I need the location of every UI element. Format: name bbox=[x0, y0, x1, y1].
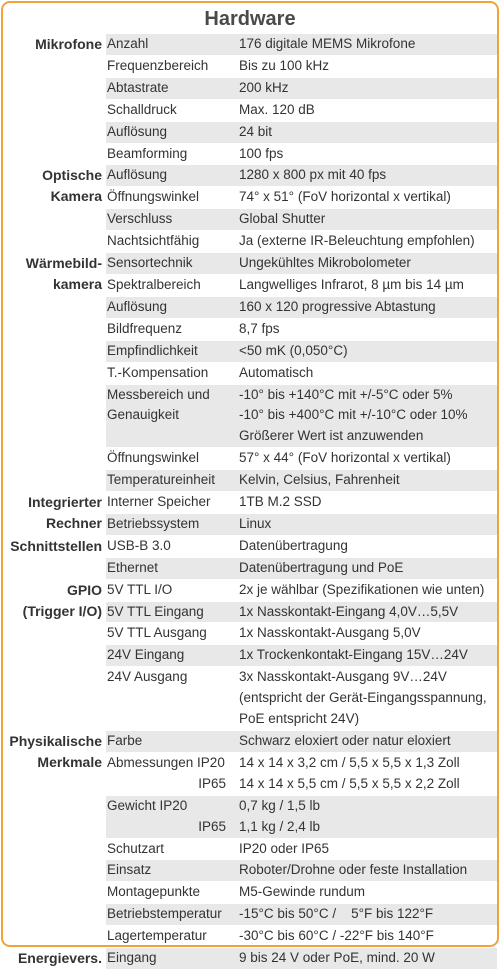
spec-key-text: Messbereich und bbox=[107, 386, 210, 402]
spec-value-text: 200 kHz bbox=[239, 79, 289, 95]
spec-row bbox=[106, 384, 497, 448]
spec-value bbox=[238, 78, 497, 99]
spec-value bbox=[238, 796, 497, 838]
spec-row bbox=[106, 859, 497, 881]
spec-key-text: Eingang bbox=[107, 950, 157, 966]
spec-key-text: Auflösung bbox=[107, 123, 168, 139]
spec-value-text: Ungekühltes Mikrobolometer bbox=[239, 255, 411, 271]
spec-row bbox=[106, 208, 497, 230]
category-label: Schnittstellen bbox=[10, 537, 102, 554]
spec-value bbox=[238, 341, 497, 362]
spec-key-text: Abtastrate bbox=[107, 79, 169, 95]
spec-key bbox=[106, 187, 238, 208]
spec-row bbox=[106, 296, 497, 318]
spec-value bbox=[238, 187, 497, 208]
spec-sheet bbox=[1, 1, 499, 967]
spec-key-text: 5V TTL Eingang bbox=[107, 603, 204, 619]
spec-value bbox=[238, 753, 497, 795]
spec-key bbox=[106, 297, 238, 318]
spec-key-text: Betriebssystem bbox=[107, 515, 200, 531]
spec-key bbox=[106, 341, 238, 362]
spec-key bbox=[106, 753, 238, 795]
spec-value-text: -30°C bis 60°C / -22°F bis 140°F bbox=[239, 928, 434, 944]
spec-key bbox=[106, 904, 238, 925]
spec-key bbox=[106, 580, 238, 601]
spec-value bbox=[238, 731, 497, 752]
spec-key-text: Genauigkeit bbox=[107, 407, 180, 423]
spec-value-text: 14 x 14 x 3,2 cm / 5,5 x 5,5 x 1,3 Zoll bbox=[239, 754, 460, 770]
category-label: Energievers. bbox=[17, 950, 102, 967]
spec-value bbox=[238, 209, 497, 230]
spec-row bbox=[106, 99, 497, 121]
spec-row bbox=[106, 362, 497, 384]
spec-row bbox=[106, 580, 497, 601]
spec-key bbox=[106, 319, 238, 340]
spec-key bbox=[106, 948, 238, 969]
spec-value-text: 1x Trockenkontakt-Eingang 15V…24V bbox=[239, 647, 468, 663]
spec-key-text: Auflösung bbox=[107, 298, 168, 314]
section-category bbox=[3, 731, 106, 947]
spec-value bbox=[238, 580, 497, 601]
spec-row bbox=[106, 838, 497, 860]
category-label: Rechner bbox=[45, 514, 102, 531]
spec-key bbox=[106, 514, 238, 535]
spec-value bbox=[238, 926, 497, 947]
spec-value-text: <50 mK (0,050°C) bbox=[239, 342, 348, 358]
spec-value-text: 160 x 120 progressive Abtastung bbox=[239, 298, 436, 314]
spec-row bbox=[106, 925, 497, 947]
spec-key-text: 5V TTL Ausgang bbox=[107, 625, 207, 641]
spec-value-text: 100 fps bbox=[239, 145, 284, 161]
section-category bbox=[3, 253, 106, 491]
spec-value-text: 3x Nasskontakt-Ausgang 9V…24V bbox=[239, 669, 447, 685]
spec-row bbox=[106, 55, 497, 77]
spec-row bbox=[106, 601, 497, 623]
spec-value-text: 1x Nasskontakt-Ausgang 5,0V bbox=[239, 625, 421, 641]
spec-value bbox=[238, 492, 497, 513]
spec-section bbox=[3, 730, 497, 947]
spec-value-text: 0,7 kg / 1,5 lb bbox=[239, 797, 321, 813]
spec-key-text: Temperatureinheit bbox=[107, 472, 216, 488]
spec-value-text: Datenübertragung bbox=[239, 537, 348, 553]
spec-key bbox=[106, 882, 238, 903]
spec-value-text: 1TB M.2 SSD bbox=[239, 494, 322, 510]
spec-row bbox=[106, 143, 497, 165]
spec-key-text: Betriebstemperatur bbox=[107, 906, 222, 922]
spec-key bbox=[106, 363, 238, 384]
spec-key-text: Montagepunkte bbox=[107, 884, 201, 900]
spec-value-text: Automatisch bbox=[239, 364, 314, 380]
spec-value bbox=[238, 536, 497, 557]
spec-value-text: 8,7 fps bbox=[239, 320, 280, 336]
spec-value-text: 1280 x 800 px mit 40 fps bbox=[239, 167, 387, 183]
spec-key bbox=[106, 926, 238, 947]
spec-key-text: Interner Speicher bbox=[107, 494, 211, 510]
spec-key bbox=[106, 34, 238, 55]
spec-key-text: 5V TTL I/O bbox=[107, 581, 173, 597]
spec-key bbox=[106, 731, 238, 752]
spec-key-text bbox=[107, 688, 238, 709]
spec-value bbox=[238, 839, 497, 860]
spec-key bbox=[106, 860, 238, 881]
spec-value bbox=[238, 231, 497, 252]
spec-key-text: Bildfrequenz bbox=[107, 320, 183, 336]
spec-key bbox=[106, 470, 238, 491]
spec-key bbox=[106, 558, 238, 579]
spec-key-text: USB-B 3.0 bbox=[107, 537, 171, 553]
spec-value-text: 14 x 14 x 5,5 cm / 5,5 x 5,5 x 2,2 Zoll bbox=[239, 775, 460, 791]
spec-value-text: Schwarz eloxiert oder natur eloxiert bbox=[239, 733, 451, 748]
spec-key bbox=[106, 385, 238, 448]
spec-section bbox=[3, 33, 497, 164]
spec-value bbox=[238, 122, 497, 143]
spec-row bbox=[106, 186, 497, 208]
spec-value-text: IP20 oder IP65 bbox=[239, 840, 330, 856]
spec-key bbox=[106, 231, 238, 252]
category-label: kamera bbox=[52, 275, 102, 292]
spec-key bbox=[106, 275, 238, 296]
spec-row bbox=[106, 513, 497, 535]
spec-value bbox=[238, 385, 497, 448]
spec-value-text: -15°C bis 50°C / 5°F bis 122°F bbox=[239, 906, 434, 922]
spec-value-text: 176 digitale MEMS Mikrofone bbox=[239, 36, 416, 51]
spec-row bbox=[106, 34, 497, 55]
spec-value bbox=[238, 34, 497, 55]
spec-row bbox=[106, 795, 497, 838]
spec-value-text: Kelvin, Celsius, Fahrenheit bbox=[239, 472, 400, 488]
spec-key-text: Anzahl bbox=[107, 36, 149, 51]
spec-key bbox=[106, 492, 238, 513]
spec-value-text: (entspricht der Gerät-Eingangsspannung, bbox=[239, 690, 487, 706]
spec-row bbox=[106, 340, 497, 362]
spec-key-text bbox=[107, 426, 238, 447]
spec-key-text: Ethernet bbox=[107, 559, 159, 575]
spec-value-text: 1,1 kg / 2,4 lb bbox=[239, 818, 321, 834]
spec-key bbox=[106, 623, 238, 644]
spec-row bbox=[106, 948, 497, 969]
spec-row bbox=[106, 230, 497, 252]
spec-value bbox=[238, 448, 497, 469]
spec-key-text bbox=[107, 709, 238, 730]
spec-row bbox=[106, 274, 497, 296]
spec-value bbox=[238, 56, 497, 77]
spec-key bbox=[106, 667, 238, 730]
spec-key bbox=[106, 78, 238, 99]
spec-section bbox=[3, 491, 497, 535]
spec-key-text: Farbe bbox=[107, 733, 143, 748]
spec-section bbox=[3, 579, 497, 730]
section-category bbox=[3, 536, 106, 579]
spec-key bbox=[106, 209, 238, 230]
spec-row bbox=[106, 557, 497, 579]
spec-key-text: Nachtsichtfähig bbox=[107, 233, 200, 249]
spec-key-text: Auflösung bbox=[107, 167, 168, 183]
spec-key bbox=[106, 839, 238, 860]
spec-value bbox=[238, 253, 497, 274]
spec-key-text: Abmessungen IP20 bbox=[107, 754, 225, 770]
spec-section bbox=[3, 252, 497, 491]
spec-value bbox=[238, 882, 497, 903]
spec-key bbox=[106, 165, 238, 186]
spec-value-text: Größerer Wert ist anzuwenden bbox=[239, 428, 424, 444]
spec-value bbox=[238, 363, 497, 384]
category-label: Merkmale bbox=[37, 753, 102, 770]
spec-key-text: Empfindlichkeit bbox=[107, 342, 198, 358]
spec-key-text: Frequenzbereich bbox=[107, 57, 209, 73]
spec-value bbox=[238, 275, 497, 296]
spec-value-text: Roboter/Drohne oder feste Installation bbox=[239, 862, 468, 878]
spec-row bbox=[106, 903, 497, 925]
spec-key bbox=[106, 602, 238, 623]
spec-key bbox=[106, 253, 238, 274]
section-category bbox=[3, 580, 106, 730]
spec-row bbox=[106, 492, 497, 513]
spec-value bbox=[238, 602, 497, 623]
spec-value bbox=[238, 100, 497, 121]
spec-key-text: Verschluss bbox=[107, 211, 173, 227]
spec-value bbox=[238, 514, 497, 535]
spec-row bbox=[106, 752, 497, 795]
spec-row bbox=[106, 881, 497, 903]
spec-value bbox=[238, 297, 497, 318]
spec-key bbox=[106, 122, 238, 143]
spec-value bbox=[238, 667, 497, 730]
spec-section bbox=[3, 947, 497, 969]
spec-key-text: 24V Ausgang bbox=[107, 669, 188, 685]
category-label: Kamera bbox=[50, 188, 102, 205]
spec-value-text: 2x je wählbar (Spezifikationen wie unten) bbox=[239, 581, 485, 597]
category-label: Optische bbox=[42, 167, 102, 184]
spec-key bbox=[106, 100, 238, 121]
section-category bbox=[3, 948, 106, 969]
spec-key-text: Öffnungswinkel bbox=[107, 189, 200, 205]
spec-value-text: Datenübertragung und PoE bbox=[239, 559, 404, 575]
category-label: Wärmebild- bbox=[25, 255, 102, 272]
spec-value-text: 24 bit bbox=[239, 123, 273, 139]
category-label: Mikrofone bbox=[35, 36, 102, 52]
spec-value bbox=[238, 645, 497, 666]
spec-row bbox=[106, 469, 497, 491]
spec-section bbox=[3, 535, 497, 579]
section-category bbox=[3, 34, 106, 164]
spec-row bbox=[106, 77, 497, 99]
category-label: Integrierter bbox=[28, 494, 102, 511]
spec-value bbox=[238, 904, 497, 925]
category-label: (Trigger I/O) bbox=[22, 602, 102, 619]
spec-key-text: Schutzart bbox=[107, 840, 165, 856]
section-category bbox=[3, 165, 106, 252]
spec-value-text: -10° bis +140°C mit +/-5°C oder 5% bbox=[239, 386, 453, 402]
spec-key bbox=[106, 796, 238, 838]
spec-value bbox=[238, 623, 497, 644]
spec-value-text: 1x Nasskontakt-Eingang 4,0V…5,5V bbox=[239, 603, 459, 619]
spec-row bbox=[106, 165, 497, 186]
spec-key-text: Öffnungswinkel bbox=[107, 450, 200, 466]
spec-key-text: Lagertemperatur bbox=[107, 928, 207, 944]
spec-section bbox=[3, 164, 497, 252]
spec-value-text: -10° bis +400°C mit +/-10°C oder 10% bbox=[239, 407, 468, 423]
section-category bbox=[3, 492, 106, 535]
spec-row bbox=[106, 644, 497, 666]
spec-value-text: Ja (externe IR-Beleuchtung empfohlen) bbox=[239, 233, 475, 249]
spec-key-text: Einsatz bbox=[107, 862, 152, 878]
spec-value-text: M5-Gewinde rundum bbox=[239, 884, 366, 900]
spec-value bbox=[238, 144, 497, 165]
spec-key-text: IP65 bbox=[198, 818, 226, 834]
spec-key bbox=[106, 536, 238, 557]
spec-row bbox=[106, 536, 497, 557]
spec-value bbox=[238, 860, 497, 881]
spec-key-text: Beamforming bbox=[107, 145, 188, 161]
spec-row bbox=[106, 666, 497, 730]
spec-table bbox=[3, 33, 497, 969]
spec-value-text: Bis zu 100 kHz bbox=[239, 57, 330, 73]
spec-value bbox=[238, 319, 497, 340]
spec-key-text: Schalldruck bbox=[107, 101, 177, 117]
spec-value-text: 57° x 44° (FoV horizontal x vertikal) bbox=[239, 450, 451, 466]
spec-value-text: Max. 120 dB bbox=[239, 101, 315, 117]
spec-row bbox=[106, 253, 497, 274]
spec-value-text: PoE entspricht 24V) bbox=[239, 711, 360, 727]
spec-key bbox=[106, 645, 238, 666]
spec-key-text: IP65 bbox=[198, 775, 226, 791]
spec-value-text: 74° x 51° (FoV horizontal x vertikal) bbox=[239, 189, 451, 205]
spec-row bbox=[106, 447, 497, 469]
spec-row bbox=[106, 622, 497, 644]
spec-value bbox=[238, 165, 497, 186]
spec-key-text: Spektralbereich bbox=[107, 276, 201, 292]
spec-value-text: Global Shutter bbox=[239, 211, 326, 227]
spec-row bbox=[106, 318, 497, 340]
spec-key-text: Gewicht IP20 bbox=[107, 797, 188, 813]
spec-row bbox=[106, 731, 497, 752]
category-label: Physikalische bbox=[9, 733, 102, 749]
spec-row bbox=[106, 121, 497, 143]
spec-value-text: 9 bis 24 V oder PoE, mind. 20 W bbox=[239, 950, 435, 966]
spec-key-text: Sensortechnik bbox=[107, 255, 193, 271]
spec-key bbox=[106, 144, 238, 165]
spec-value-text: Langwelliges Infrarot, 8 µm bis 14 µm bbox=[239, 276, 464, 292]
spec-value-text: Linux bbox=[239, 515, 272, 531]
spec-key bbox=[106, 56, 238, 77]
page-title: Hardware bbox=[204, 8, 296, 30]
spec-key-text: 24V Eingang bbox=[107, 647, 185, 663]
spec-value bbox=[238, 558, 497, 579]
spec-key-text: T.-Kompensation bbox=[107, 364, 209, 380]
category-label: GPIO bbox=[66, 581, 102, 598]
spec-value bbox=[238, 948, 497, 969]
spec-value bbox=[238, 470, 497, 491]
spec-key bbox=[106, 448, 238, 469]
